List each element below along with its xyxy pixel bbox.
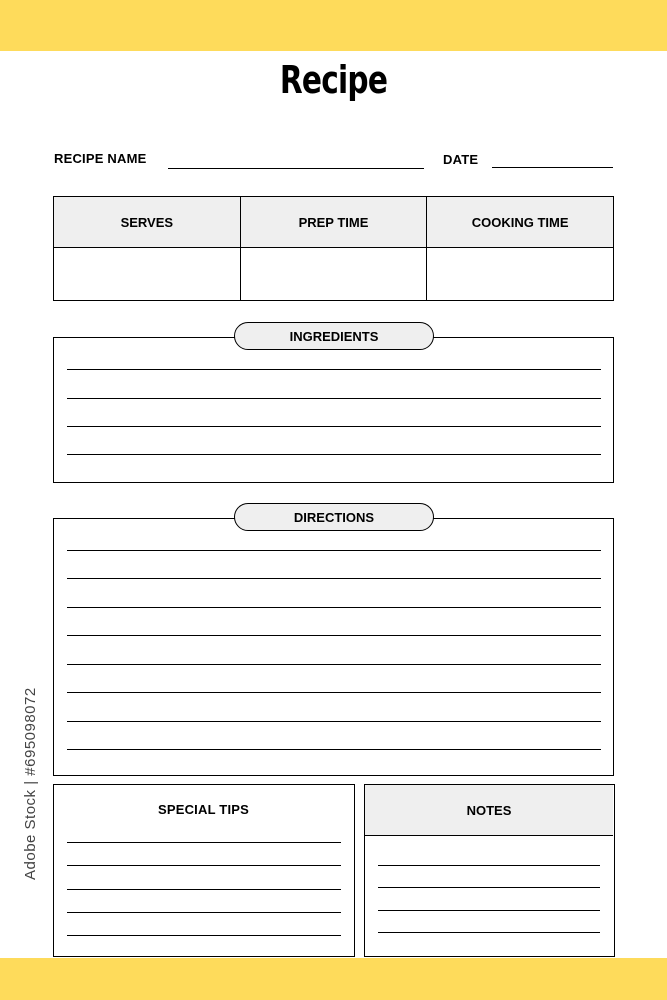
prep-time-cell[interactable] — [240, 248, 427, 301]
serves-cell[interactable] — [54, 248, 241, 301]
stock-watermark-id: Adobe Stock | #695098072 — [22, 687, 39, 880]
notes-line[interactable] — [378, 887, 600, 888]
bottom-accent-band — [0, 958, 667, 1000]
recipe-name-field[interactable] — [168, 168, 424, 169]
special-tips-line[interactable] — [67, 935, 341, 936]
directions-line[interactable] — [67, 692, 601, 693]
directions-box — [53, 518, 614, 776]
notes-line[interactable] — [378, 932, 600, 933]
ingredients-line[interactable] — [67, 426, 601, 427]
special-tips-line[interactable] — [67, 842, 341, 843]
cooking-time-header: COOKING TIME — [427, 197, 614, 248]
date-field[interactable] — [492, 167, 613, 168]
notes-heading: NOTES — [365, 785, 613, 836]
ingredients-box — [53, 337, 614, 483]
special-tips-box — [53, 784, 355, 957]
ingredients-heading: INGREDIENTS — [234, 322, 434, 350]
recipe-name-label: RECIPE NAME — [54, 151, 147, 166]
directions-line[interactable] — [67, 721, 601, 722]
special-tips-line[interactable] — [67, 865, 341, 866]
directions-heading: DIRECTIONS — [234, 503, 434, 531]
directions-line[interactable] — [67, 749, 601, 750]
ingredients-line[interactable] — [67, 454, 601, 455]
notes-line[interactable] — [378, 910, 600, 911]
prep-time-header: PREP TIME — [240, 197, 427, 248]
directions-line[interactable] — [67, 607, 601, 608]
date-label: DATE — [443, 152, 479, 167]
cooking-time-cell[interactable] — [427, 248, 614, 301]
top-accent-band — [0, 0, 667, 51]
serves-header: SERVES — [54, 197, 241, 248]
directions-line[interactable] — [67, 664, 601, 665]
directions-line[interactable] — [67, 550, 601, 551]
special-tips-line[interactable] — [67, 889, 341, 890]
notes-box — [364, 784, 615, 957]
special-tips-line[interactable] — [67, 912, 341, 913]
directions-line[interactable] — [67, 635, 601, 636]
page-title: Recipe — [279, 58, 388, 102]
recipe-stats-table — [53, 196, 614, 301]
special-tips-heading: SPECIAL TIPS — [157, 802, 249, 817]
table-header-row — [54, 197, 614, 248]
ingredients-line[interactable] — [67, 369, 601, 370]
notes-line[interactable] — [378, 865, 600, 866]
table-row — [54, 248, 614, 301]
directions-line[interactable] — [67, 578, 601, 579]
ingredients-line[interactable] — [67, 398, 601, 399]
